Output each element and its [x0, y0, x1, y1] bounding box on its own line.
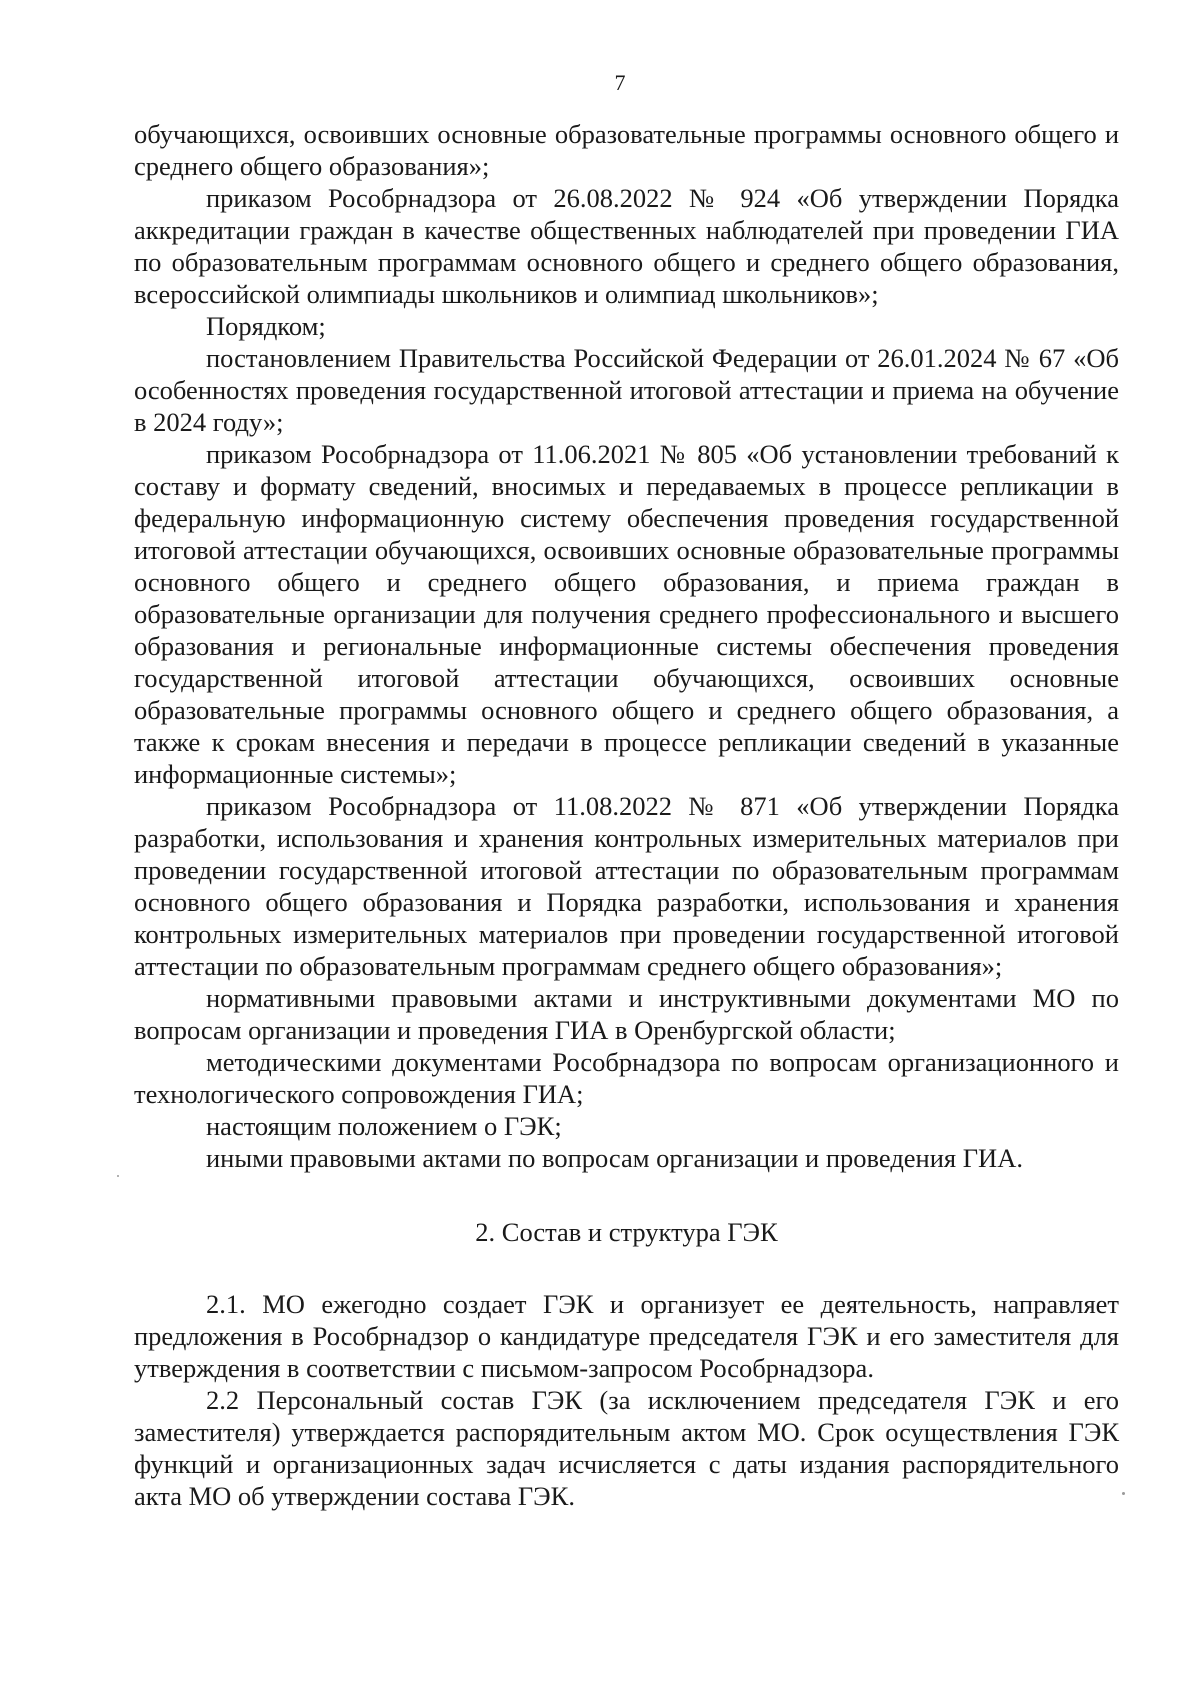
- section-paragraph-2-1: 2.1. МО ежегодно создает ГЭК и организует ее деятельность, направляет предложения в Рособрнадзор о кандидатуре председателя ГЭК и его заместителя для утверждения в соответствии с письмом-запросом Рособрнадзора.: [134, 1289, 1119, 1383]
- scan-speck: [117, 1175, 119, 1177]
- section-paragraph-2-2: 2.2 Персональный состав ГЭК (за исключением председателя ГЭК и его заместителя) утверждается распорядительным актом МО. Срок осуществления ГЭК функций и организационных задач исчисляется с даты издания распорядительного акта МО об утверждении состава ГЭК.: [134, 1385, 1119, 1511]
- paragraph-this-regulation: настоящим положением о ГЭК;: [206, 1111, 562, 1141]
- scan-speck: [1122, 1492, 1125, 1495]
- paragraph-poryadok: Порядком;: [206, 311, 326, 341]
- paragraph-continuation: обучающихся, освоивших основные образовательные программы основного общего и среднего общего образования»;: [134, 119, 1119, 181]
- page-number: 7: [614, 70, 626, 95]
- paragraph-order-805: приказом Рособрнадзора от 11.06.2021 № 805 «Об установлении требований к составу и формату сведений, вносимых и передаваемых в процессе репликации в федеральную информационную систему обеспечения проведения государственной итоговой аттестации обучающихся, освоивших основные образовательные программы основного общего и среднего общего образования, и приема граждан в образовательные организации для получения среднего профессионального и высшего образования и региональные информационные системы обеспечения проведения государственной итоговой аттестации обучающихся, освоивших основные образовательные программы основного общего и среднего общего образования, а также к срокам внесения и передачи в процессе репликации сведений в указанные информационные системы»;: [134, 439, 1119, 789]
- paragraph-resolution-67: постановлением Правительства Российской Федерации от 26.01.2024 № 67 «Об особенностях проведения государственной итоговой аттестации и приема на обучение в 2024 году»;: [134, 343, 1119, 437]
- paragraph-order-871: приказом Рособрнадзора от 11.08.2022 № 871 «Об утверждении Порядка разработки, использования и хранения контрольных измерительных материалов при проведении государственной итоговой аттестации по образовательным программам основного общего образования и Порядка разработки, использования и хранения контрольных измерительных материалов при проведении государственной итоговой аттестации по образовательным программам среднего общего образования»;: [134, 791, 1119, 981]
- document-body: [134, 118, 1119, 1512]
- section-heading: 2. Состав и структура ГЭК: [475, 1217, 778, 1247]
- paragraph-methodical-docs: методическими документами Рособрнадзора по вопросам организационного и технологического сопровождения ГИА;: [134, 1047, 1119, 1109]
- paragraph-other-acts: иными правовыми актами по вопросам организации и проведения ГИА.: [206, 1143, 1023, 1173]
- paragraph-normative-acts: нормативными правовыми актами и инструктивными документами МО по вопросам организации и проведения ГИА в Оренбургской области;: [134, 983, 1119, 1045]
- paragraph-order-924: приказом Рособрнадзора от 26.08.2022 № 924 «Об утверждении Порядка аккредитации граждан в качестве общественных наблюдателей при проведении ГИА по образовательным программам основного общего и среднего общего образования, всероссийской олимпиады школьников и олимпиад школьников»;: [134, 183, 1119, 309]
